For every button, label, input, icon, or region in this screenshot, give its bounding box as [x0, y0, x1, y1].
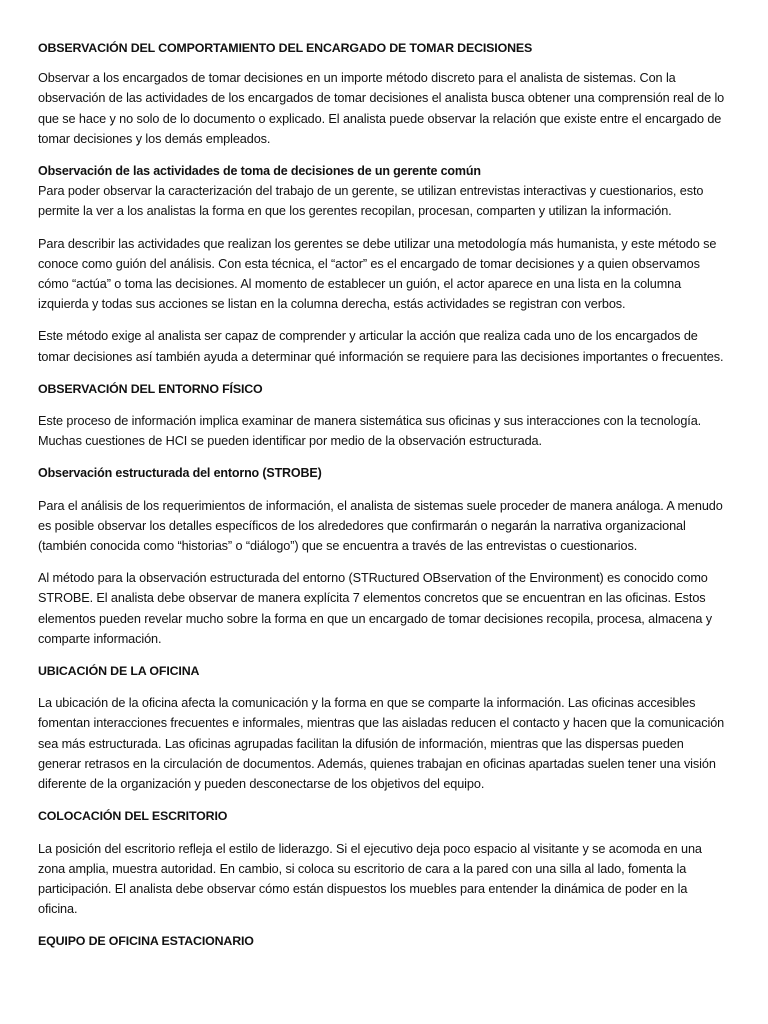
- paragraph-manager-observation: Para poder observar la caracterización del trabajo de un gerente, se utilizan entrevistas interactivas y cuestionarios, esto permite la ver a los analistas la forma en que los gerentes recopilan, procesan, comparten y utilizan la información.: [38, 184, 704, 219]
- heading-stationary-equipment: EQUIPO DE OFICINA ESTACIONARIO: [38, 934, 254, 949]
- paragraph-requirements-analysis: Para el análisis de los requerimientos de información, el analista de sistemas suele proceder de manera análoga. A menudo es posible observar los detalles específicos de los alrededores que confirmarán o negarán la narrativa organizacional (también conocida como “historias” o “diálogo”) que se encuentra a través de las entrevistas o cuestionarios.: [38, 498, 723, 554]
- heading-physical-environment: OBSERVACIÓN DEL ENTORNO FÍSICO: [38, 381, 263, 396]
- subheading-manager-activities: Observación de las actividades de toma de decisiones de un gerente común: [38, 164, 481, 179]
- heading-decision-maker-behavior: OBSERVACIÓN DEL COMPORTAMIENTO DEL ENCARGADO DE TOMAR DECISIONES: [38, 41, 533, 55]
- paragraph-office-location: La ubicación de la oficina afecta la comunicación y la forma en que se comparte la información. Las oficinas accesibles fomentan interacciones frecuentes e informales, mientras que las aisladas reducen el contacto y hacen que la comunicación sea más estructurada. Las oficinas agrupadas facilitan la difusión de información, mientras que las dispersas pueden generar retrasos en la circulación de documentos. Además, quienes trabajan en oficinas apartadas suelen tener una visión diferente de la organización y pueden desconectarse de los objetivos del equipo.: [38, 696, 725, 792]
- paragraph-observation-intro: Observar a los encargados de tomar decisiones en un importe método discreto para el analista de sistemas. Con la observación de las actividades de los encargados de tomar decisiones el analista busca obtener una comprensión real de lo que se hace y no solo de lo documento o explicado. El analista puede observar la relación que existe entre el encargado de tomar decisiones y los demás empleados.: [38, 71, 725, 146]
- heading-desk-placement: COLOCACIÓN DEL ESCRITORIO: [38, 809, 228, 824]
- heading-office-location: UBICACIÓN DE LA OFICINA: [38, 664, 200, 679]
- paragraph-physical-environment: Este proceso de información implica examinar de manera sistemática sus oficinas y sus interacciones con la tecnología. Muchas cuestiones de HCI se pueden identificar por medio de la observación estructurada.: [38, 414, 702, 449]
- paragraph-desk-placement: La posición del escritorio refleja el estilo de liderazgo. Si el ejecutivo deja poco espacio al visitante y se acomoda en una zona amplia, muestra autoridad. En cambio, si coloca su escritorio de cara a la pared con una silla al lado, fomenta la participación. El analista debe observar cómo están dispuestos los muebles para entender la dinámica de poder en la oficina.: [38, 841, 702, 917]
- subheading-strobe: Observación estructurada del entorno (STROBE): [38, 466, 322, 481]
- paragraph-strobe-method: Al método para la observación estructurada del entorno (STRuctured OBservation of the Environment) es conocido como STROBE. El analista debe observar de manera explícita 7 elementos concretos que se encuentran en las oficinas. Estos elementos pueden revelar mucho sobre la forma en que un encargado de tomar decisiones recopila, procesa, almacena y comparte información.: [38, 571, 713, 646]
- paragraph-method-requirements: Este método exige al analista ser capaz de comprender y articular la acción que realiza cada uno de los encargados de tomar decisiones así también ayuda a determinar qué información se requiere para las decisiones importantes o frecuentes.: [38, 329, 724, 364]
- paragraph-analysis-script: Para describir las actividades que realizan los gerentes se debe utilizar una metodología más humanista, y este método se conoce como guión del análisis. Con esta técnica, el “actor” es el encargado de tomar decisiones y a quien observamos cómo “actúa” o toma las decisiones. Al momento de establecer un guión, el actor aparece en una lista en la columna izquierda y todas sus acciones se listan en la columna derecha, estás actividades se registran con verbos.: [38, 236, 717, 312]
